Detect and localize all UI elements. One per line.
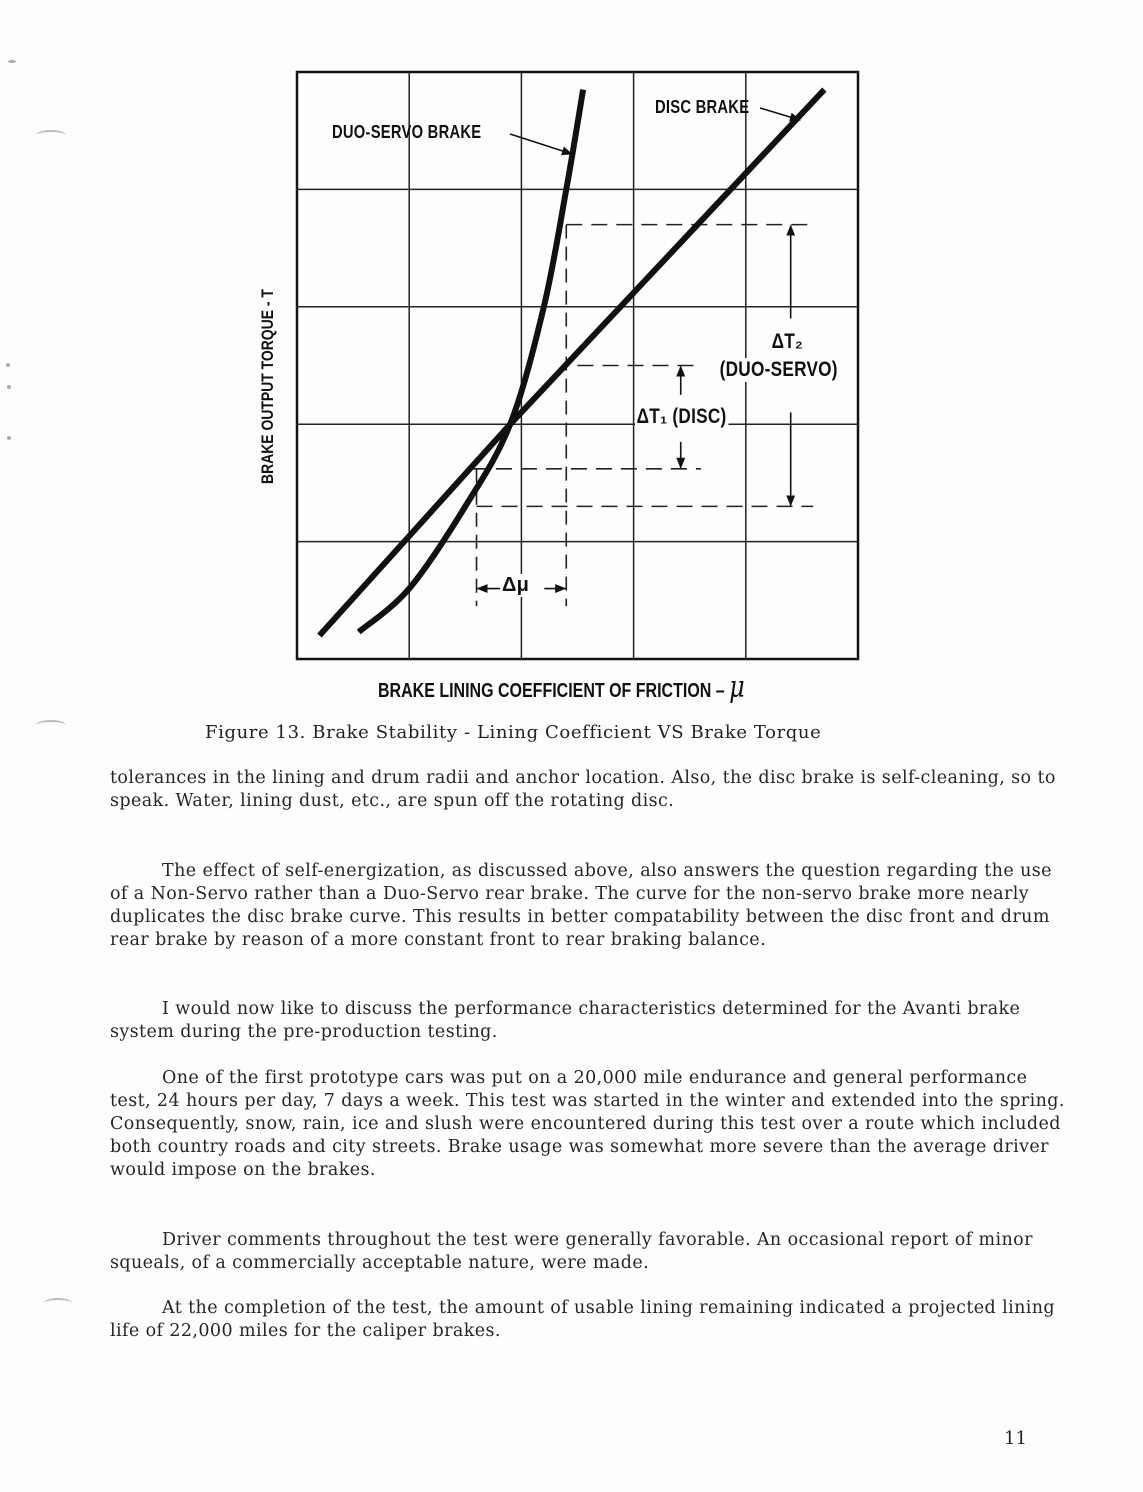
scan-artifact — [6, 363, 10, 367]
figure-caption: Figure 13. Brake Stability - Lining Coefficient VS Brake Torque — [205, 722, 822, 743]
annotation-arrows — [478, 108, 800, 589]
figure-13 — [0, 0, 1143, 710]
scan-artifact — [7, 385, 11, 389]
paragraph-text: Driver comments throughout the test were generally favorable. An occasional report of minor squeals, of a commercially acceptable nature, were made. — [110, 1230, 1033, 1273]
scan-artifact — [8, 60, 16, 63]
delta-t2-duo-servo-label: (DUO-SERVO) — [719, 358, 838, 381]
x-axis-label — [378, 670, 745, 705]
disc-brake-label: DISC BRAKE — [655, 97, 750, 117]
paragraph-text: I would now like to discuss the performance characteristics determined for the Avanti brake system during the pre-production testing. — [110, 999, 1021, 1042]
paragraph-1 — [110, 767, 1070, 813]
duo-servo-leader-arrow — [510, 134, 572, 154]
scan-artifact — [7, 436, 11, 440]
duo-servo-brake-label: DUO-SERVO BRAKE — [332, 122, 482, 142]
brake-stability-chart — [0, 0, 1143, 710]
y-axis-label: BRAKE OUTPUT TORQUE - T — [258, 289, 277, 484]
page-number: 11 — [1004, 1428, 1027, 1449]
mu-symbol: μ — [729, 670, 745, 705]
delta-t1-disc-label: ΔT₁ (DISC) — [636, 405, 727, 428]
delta-mu-label: Δμ — [502, 574, 530, 596]
paragraph-3 — [110, 998, 1070, 1044]
paragraph-2 — [110, 860, 1070, 952]
scan-artifact — [36, 720, 66, 730]
delta-t2-label: ΔT₂ — [771, 330, 803, 353]
paragraph-text: One of the first prototype cars was put on a 20,000 mile endurance and general performance test, 24 hours per day, 7 days a week. This test was started in the winter and extended into the spring. Consequently, snow, rain, ice and slush were encountered during this test over a route which included both country roads and city streets. Brake usage was somewhat more severe than the average driver would impose on the brakes. — [110, 1068, 1065, 1180]
scan-artifact — [36, 130, 66, 140]
paragraph-text: At the completion of the test, the amount of usable lining remaining indicated a projected lining life of 22,000 miles for the caliper brakes. — [110, 1298, 1056, 1341]
paragraph-text: The effect of self-energization, as discussed above, also answers the question regarding the use of a Non-Servo rather than a Duo-Servo rear brake. The curve for the non-servo brake more nearly duplicates the disc brake curve. This results in better compatability between the disc front and drum rear brake by reason of a more constant front to rear braking balance. — [110, 861, 1052, 950]
paragraph-4 — [110, 1067, 1070, 1182]
paragraph-6 — [110, 1297, 1070, 1343]
paragraph-5 — [110, 1229, 1070, 1275]
scan-artifact — [44, 1298, 72, 1308]
disc-leader-arrow — [760, 108, 800, 120]
paragraph-text: tolerances in the lining and drum radii and anchor location. Also, the disc brake is self-cleaning, so to speak. Water, lining dust, etc., are spun off the rotating disc. — [110, 768, 1056, 811]
x-axis-label-text: BRAKE LINING COEFFICIENT OF FRICTION – — [378, 680, 730, 702]
